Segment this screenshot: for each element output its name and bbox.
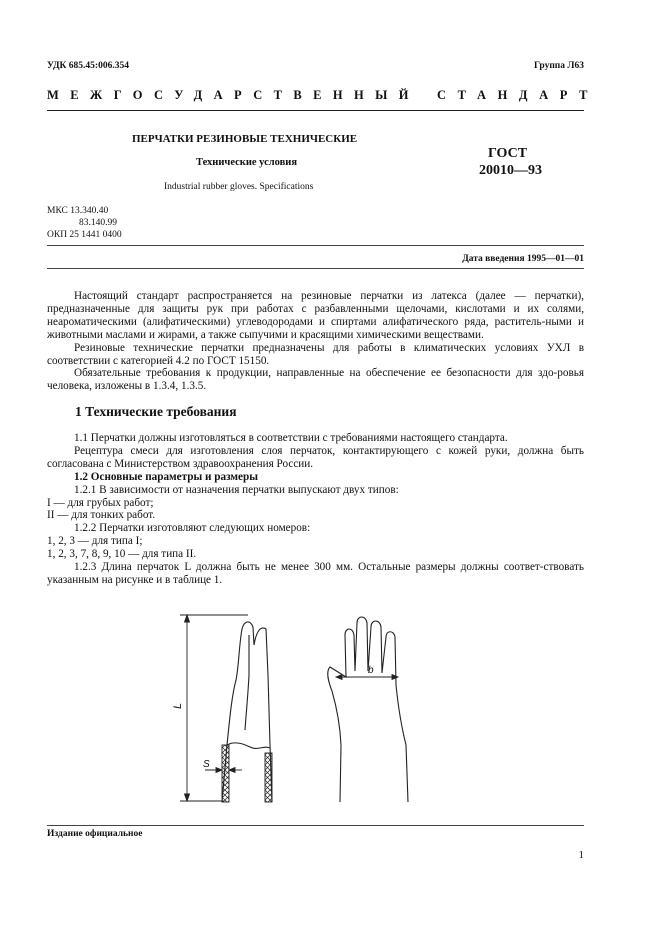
intro-block (47, 290, 584, 393)
clause-1-1-recipe: Рецептура смеси для изготовления слоя перчаток, контактирующего с кожей руки, должна быть согласована с Министерством здравоохранения России. (47, 444, 584, 470)
type-1-item: I — для грубых работ; (47, 496, 154, 509)
okp-code: ОКП 25 1441 0400 (47, 230, 122, 240)
intro-paragraph-climate: Резиновые технические перчатки предназначены для работы в климатических условиях УХЛ в соответствии с категорией 4.2 по ГОСТ 15150. (47, 341, 584, 367)
width-dimension (336, 675, 398, 680)
mks-code-2: 83.140.99 (79, 218, 117, 228)
group-code: Группа Л63 (533, 61, 584, 71)
english-title: Industrial rubber gloves. Specifications (164, 182, 314, 192)
gost-number: 20010—93 (479, 163, 542, 178)
intro-paragraph-safety: Обязательные требования к продукции, направленные на обеспечение ее безопасности для здо-ровья человека, изложены в 1.3.4, 1.3.5. (47, 367, 584, 393)
page-number: 1 (578, 849, 584, 861)
official-edition: Издание официальное (47, 829, 143, 839)
clause-1-2-1: 1.2.1 В зависимости от назначения перчатки выпускают двух типов: (74, 483, 399, 496)
clause-1-2-2: 1.2.2 Перчатки изготовляют следующих номеров: (74, 522, 311, 535)
mks-code-1: МКС 13.340.40 (47, 206, 109, 216)
clause-1-2-heading: 1.2 Основные параметры и размеры (74, 470, 258, 483)
clause-1-2-3: 1.2.3 Длина перчаток L должна быть не менее 300 мм. Остальные размеры должны соответ-ствовать указанным на рисунке и в таблице 1. (47, 561, 584, 586)
introduction-date: Дата введения 1995—01—01 (462, 254, 584, 264)
numbers-type-2: 1, 2, 3, 7, 8, 9, 10 — для типа II. (47, 548, 197, 561)
section-body (47, 432, 584, 587)
footer-rule (47, 825, 584, 826)
clause-1-1: 1.1 Перчатки должны изготовляться в соответствии с требованиями настоящего стандарта. (74, 432, 508, 444)
banner-standard: СТАНДАРТ (437, 88, 600, 102)
section-heading: 1 Технические требования (75, 404, 237, 419)
numbers-type-1: 1, 2, 3 — для типа I; (47, 535, 143, 548)
banner-interstate: МЕЖГОСУДАРСТВЕННЫЙ (47, 88, 420, 102)
glove-side-view (222, 622, 272, 802)
glove-figure (150, 605, 440, 810)
standard-subtitle: Технические условия (196, 157, 298, 168)
standard-title: ПЕРЧАТКИ РЕЗИНОВЫЕ ТЕХНИЧЕСКИЕ (132, 133, 358, 145)
gost-label: ГОСТ (488, 146, 528, 161)
label-width: b (368, 665, 374, 676)
length-dimension (180, 615, 248, 801)
codes-rule (47, 245, 584, 246)
udk-code: УДК 685.45:006.354 (47, 61, 129, 71)
glove-front-view (328, 617, 408, 802)
label-length: L (172, 702, 184, 709)
header-rule (47, 110, 584, 111)
intro-paragraph-scope: Настоящий стандарт распространяется на резиновые перчатки из латекса (далее — перчатки), предназначенные для защиты рук при работах с разбавленными щелочами, кислотами и их солями, неароматическими (алифатическими) углеводородами и спиртами алифатического ряда, раститель-ными и животными маслами и жирами, а также сыпучими и красящими химическими веществами. (47, 290, 584, 341)
type-2-item: II — для тонких работ. (47, 509, 156, 522)
date-rule (47, 268, 584, 269)
label-thickness: S (203, 759, 210, 770)
